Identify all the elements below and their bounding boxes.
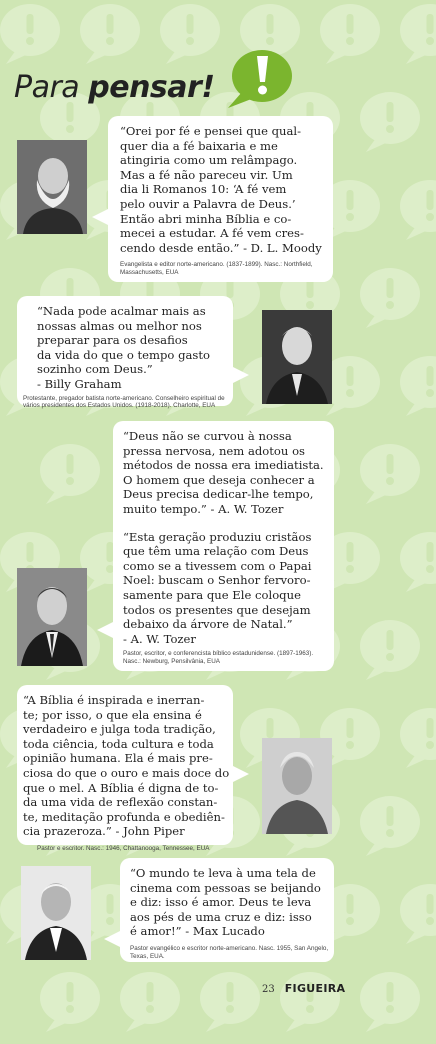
author-caption: Evangelista e editor norte-americano. (1837-1899). Nasc.: Northfield, Massachusetts, EUA xyxy=(120,261,313,276)
bubble-pattern-icon xyxy=(400,356,436,416)
bubble-pattern-icon xyxy=(360,972,420,1032)
quote-text: “Orei por fé e pensei que qual- quer dia a fé baixaria e me atingiria como um relâmpago. Mas a fé não pareceu vir. Um dia li Romanos 10: ‘A fé vem pelo ouvir a Palavra de Deus.’ Então abri minha Bíblia e co- mecei a estudar. A fé vem cres- cendo desde então.” - D. L. Moody xyxy=(120,124,322,255)
quote-text-2: “Esta geração produziu cristãos que têm uma relação com Deus como se a tivessem com o Papai Noel: buscam o Senhor fervoro- samente para que Ele coloque todos os presentes que desejam debaixo da árvore de Natal.” - A. W. Tozer xyxy=(123,529,312,646)
bubble-tail xyxy=(104,930,122,948)
bubble-pattern-icon xyxy=(200,972,260,1032)
bubble-tail xyxy=(97,621,115,639)
bubble-pattern-icon xyxy=(360,444,420,504)
bubble-pattern-icon xyxy=(40,444,100,504)
page-title-light: Para xyxy=(14,70,80,105)
bubble-tail xyxy=(231,366,249,384)
bubble-pattern-icon xyxy=(160,4,220,64)
author-caption: Protestante, pregador batista norte-americano. Conselheiro espiritual de vários presidentes dos Estados Unidos. (1918-2018). Charlotte, EUA xyxy=(23,394,225,410)
avatar-piper xyxy=(262,738,332,834)
bubble-pattern-icon xyxy=(400,708,436,768)
bubble-tail xyxy=(92,208,110,226)
exclamation-speech-bubble-icon xyxy=(224,48,294,112)
bubble-pattern-icon xyxy=(400,4,436,64)
page-number: 23 xyxy=(262,984,275,995)
page-footer xyxy=(262,982,345,995)
bubble-pattern-icon xyxy=(360,620,420,680)
quote-text: “O mundo te leva à uma tela de cinema com pessoas se beijando e diz: isso é amor. Deus te leva aos pés de uma cruz e diz: isso é amor!” - Max Lucado xyxy=(130,866,321,939)
bubble-pattern-icon xyxy=(360,796,420,856)
page-title xyxy=(14,70,215,105)
bubble-pattern-icon xyxy=(400,532,436,592)
bubble-pattern-icon xyxy=(280,972,340,1032)
quote-card-graham xyxy=(17,296,233,410)
bubble-pattern-icon xyxy=(400,884,436,944)
brand-logo: FIGUEIRA xyxy=(284,982,346,995)
quote-card-lucado xyxy=(120,858,334,962)
quote-card-tozer xyxy=(113,421,334,671)
bubble-pattern-icon xyxy=(400,180,436,240)
quote-text: “A Bíblia é inspirada e inerran- te; por isso, o que ela ensina é verdadeiro e julga toda tradição, toda ciência, toda cultura e toda opinião humana. Ela é mais pre- ciosa do que o ouro e mais doce do que o mel. A Bíblia é digna de to- da uma vida de reflexão constan- te, meditação profunda e obediên- cia prazeroza.” - John Piper xyxy=(23,693,230,839)
bubble-pattern-icon xyxy=(0,4,60,64)
bubble-pattern-icon xyxy=(120,972,180,1032)
avatar-moody xyxy=(17,140,87,234)
author-caption: Pastor evangélico e escritor norte-americano. Nasc. 1955, San Angelo, Texas, EUA. xyxy=(130,944,329,960)
quote-text-1: “Deus não se curvou à nossa pressa nervosa, nem adotou os métodos de nossa era imediatista. O homem que deseja conhecer a Deus precisa dedicar-lhe tempo, muito tempo.” - A. W. Tozer xyxy=(123,429,324,516)
bubble-pattern-icon xyxy=(80,4,140,64)
bubble-pattern-icon xyxy=(360,92,420,152)
author-caption: Pastor e escritor. Nasc.: 1946, Chattanooga, Tennessee, EUA xyxy=(37,844,210,852)
bubble-pattern-icon xyxy=(40,972,100,1032)
author-caption: Pastor, escritor, e conferencista bíblico estadunidense. (1897-1963). Nasc.: Newburg, Pensilvânia, EUA xyxy=(123,650,314,665)
bubble-pattern-icon xyxy=(360,268,420,328)
avatar-graham xyxy=(262,310,332,404)
quote-card-piper xyxy=(17,685,233,852)
bubble-pattern-icon xyxy=(320,4,380,64)
page-title-bold: pensar! xyxy=(88,70,215,105)
bubble-tail xyxy=(231,765,249,783)
avatar-lucado xyxy=(21,866,91,960)
quote-card-moody xyxy=(108,116,333,282)
avatar-tozer xyxy=(17,568,87,666)
quote-text: “Nada pode acalmar mais as nossas almas ou melhor nos preparar para os desafios da vida do que o tempo gasto sozinho com Deus.” - Billy Graham xyxy=(37,304,211,391)
